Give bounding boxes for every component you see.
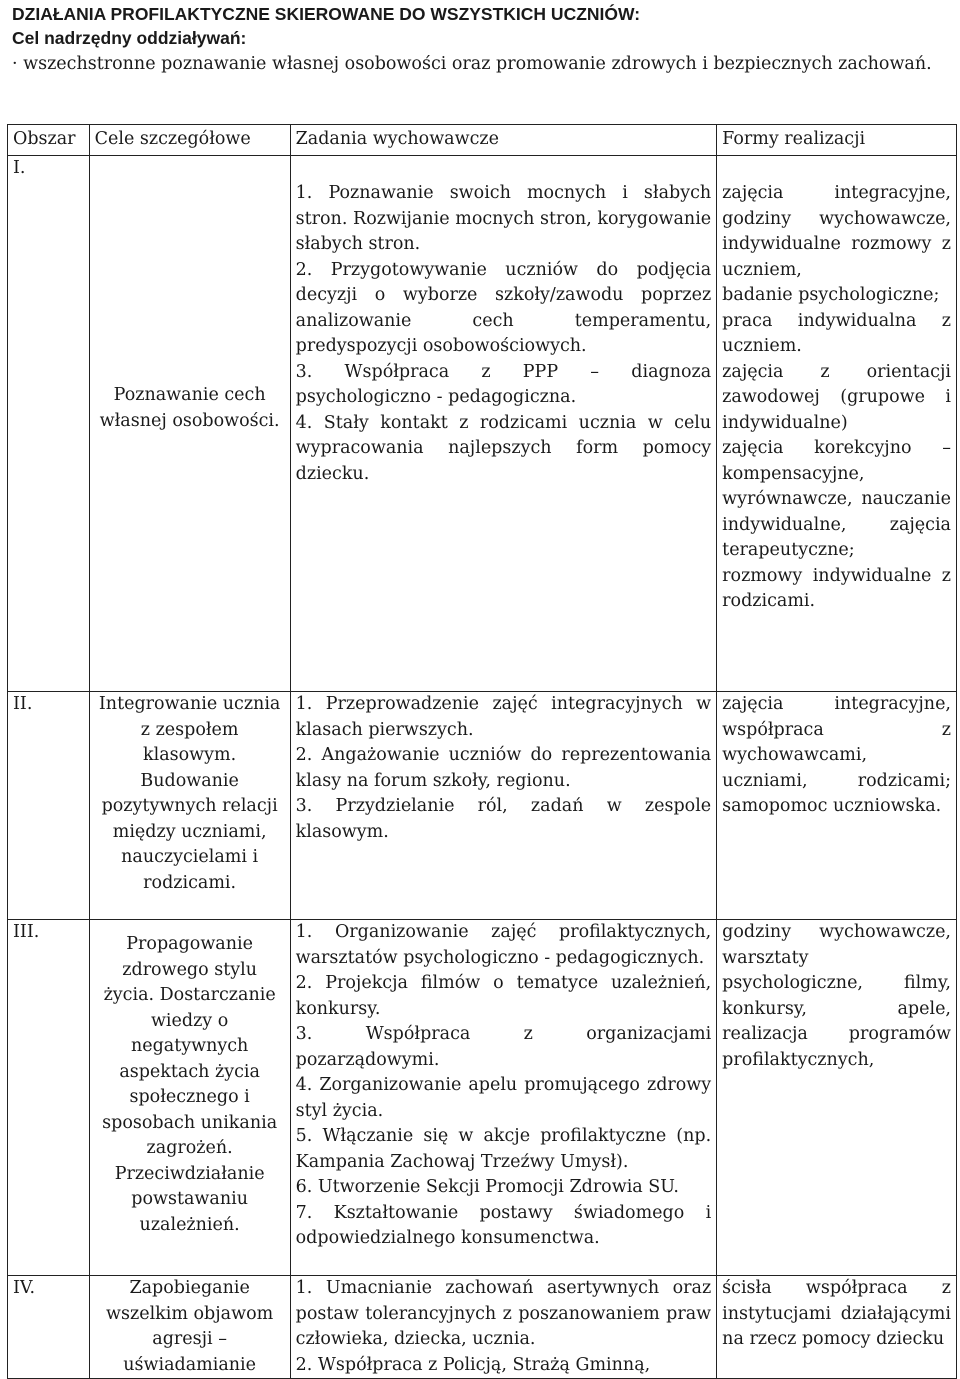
main-goal-label: Cel nadrzędny oddziaływań: xyxy=(12,28,247,48)
forms-cell xyxy=(717,920,957,1276)
area-cell: I. xyxy=(8,156,90,692)
document-intro xyxy=(12,2,952,76)
forms-cell xyxy=(717,692,957,920)
area-cell: IV. xyxy=(8,1276,90,1379)
task-item: 3. Współpraca z organizacjami pozarządowymi. xyxy=(295,1024,712,1070)
table-header-row xyxy=(8,125,957,156)
table-row xyxy=(8,920,957,1276)
task-item: 2. Współpraca z Policją, Strażą Gminną, xyxy=(295,1354,651,1375)
tasks-list xyxy=(296,692,712,845)
task-item: 6. Utworzenie Sekcji Promocji Zdrowia SU. xyxy=(295,1177,679,1197)
form-item: godziny wychowawcze, warsztaty psychologiczne, filmy, konkursy, apele, realizacja programów profilaktycznych, xyxy=(722,922,951,1070)
goal-cell: Zapobieganie wszelkim objawom agresji – uświadamianie xyxy=(89,1276,290,1379)
form-item: rozmowy indywidualne z rodzicami. xyxy=(722,565,951,611)
goal-text: Poznawanie cech własnej osobowości. xyxy=(99,385,280,431)
main-goal-text: · wszechstronne poznawanie własnej osobowości oraz promowanie zdrowych i bezpiecznych zachowań. xyxy=(12,54,932,74)
task-item: 7. Kształtowanie postawy świadomego i odpowiedzialnego konsumenctwa. xyxy=(295,1202,712,1248)
tasks-cell xyxy=(290,920,717,1276)
tasks-list xyxy=(296,920,712,1252)
task-item: 2. Przygotowywanie uczniów do podjęcia decyzji o wyborze szkoły/zawodu poprzez analizowanie cech temperamentu, predyspozycji osobowościowych. xyxy=(295,259,712,356)
form-item: badanie psychologiczne; xyxy=(722,285,940,305)
task-item: 1. Organizowanie zajęć profilaktycznych, warsztatów psychologiczno - pedagogicznych. xyxy=(295,922,712,968)
goal-cell xyxy=(89,156,290,692)
form-item: zajęcia integracyjne, godziny wychowawcze, indywidualne rozmowy z uczniem, xyxy=(722,183,951,280)
tasks-cell xyxy=(290,692,717,920)
column-header-goals: Cele szczegółowe xyxy=(89,125,290,156)
form-item: zajęcia z orientacji zawodowej (grupowe i indywidualne) xyxy=(722,361,951,433)
forms-cell xyxy=(717,1276,957,1379)
column-header-tasks: Zadania wychowawcze xyxy=(290,125,717,156)
area-cell: III. xyxy=(8,920,90,1276)
task-item: 4. Stały kontakt z rodzicami ucznia w celu wypracowania najlepszych form pomocy dziecku. xyxy=(295,412,712,484)
column-header-area: Obszar xyxy=(8,125,90,156)
goal-cell: Integrowanie ucznia z zespołem klasowym. Budowanie pozytywnych relacji między uczniami, nauczycielami i rodzicami. xyxy=(89,692,290,920)
form-item: zajęcia integracyjne, współpraca z wychowawcami, uczniami, rodzicami; samopomoc uczniowska. xyxy=(722,694,951,816)
tasks-cell xyxy=(290,156,717,692)
task-item: 4. Zorganizowanie apelu promującego zdrowy styl życia. xyxy=(295,1075,712,1121)
goal-text: Propagowanie zdrowego stylu życia. Dostarczanie wiedzy o negatywnych aspektach życia społecznego i sposobach unikania zagrożeń. Przeciwdziałanie powstawaniu uzależnień. xyxy=(102,934,278,1235)
task-item: 1. Umacnianie zachowań asertywnych oraz postaw tolerancyjnych z poszanowaniem praw człowieka, dziecka, ucznia. xyxy=(295,1278,712,1349)
task-item: 3. Przydzielanie ról, zadań w zespole klasowym. xyxy=(295,796,712,842)
goal-cell xyxy=(89,920,290,1276)
prevention-table xyxy=(7,124,957,1379)
task-item: 2. Projekcja filmów o tematyce uzależnień, konkursy. xyxy=(295,973,712,1019)
tasks-cell xyxy=(290,1276,717,1379)
task-item: 3. Współpraca z PPP – diagnoza psychologiczno - pedagogiczna. xyxy=(295,361,712,407)
task-item: 2. Angażowanie uczniów do reprezentowania klasy na forum szkoły, regionu. xyxy=(295,745,712,791)
form-item: ścisła współpraca z instytucjami działającymi na rzecz pomocy dziecku xyxy=(722,1278,951,1349)
task-item: 1. Poznawanie swoich mocnych i słabych stron. Rozwijanie mocnych stron, korygowanie słabych stron. xyxy=(295,183,712,254)
forms-cell xyxy=(717,156,957,692)
task-item: 5. Włączanie się w akcje profilaktyczne (np. Kampania Zachowaj Trzeźwy Umysł). xyxy=(295,1126,712,1172)
task-item: 1. Przeprowadzenie zajęć integracyjnych w klasach pierwszych. xyxy=(295,694,712,740)
column-header-forms: Formy realizacji xyxy=(717,125,957,156)
form-item: zajęcia korekcyjno – kompensacyjne, wyrównawcze, nauczanie indywidualne, zajęcia terapeutyczne; xyxy=(722,438,951,560)
table-row xyxy=(8,1276,957,1379)
table-row xyxy=(8,692,957,920)
form-item: praca indywidualna z uczniem. xyxy=(722,310,951,356)
table-row xyxy=(8,156,957,692)
area-cell: II. xyxy=(8,692,90,920)
document-title: DZIAŁANIA PROFILAKTYCZNE SKIEROWANE DO WSZYSTKICH UCZNIÓW: xyxy=(12,4,641,24)
tasks-list xyxy=(296,156,712,487)
tasks-list xyxy=(296,1276,712,1378)
